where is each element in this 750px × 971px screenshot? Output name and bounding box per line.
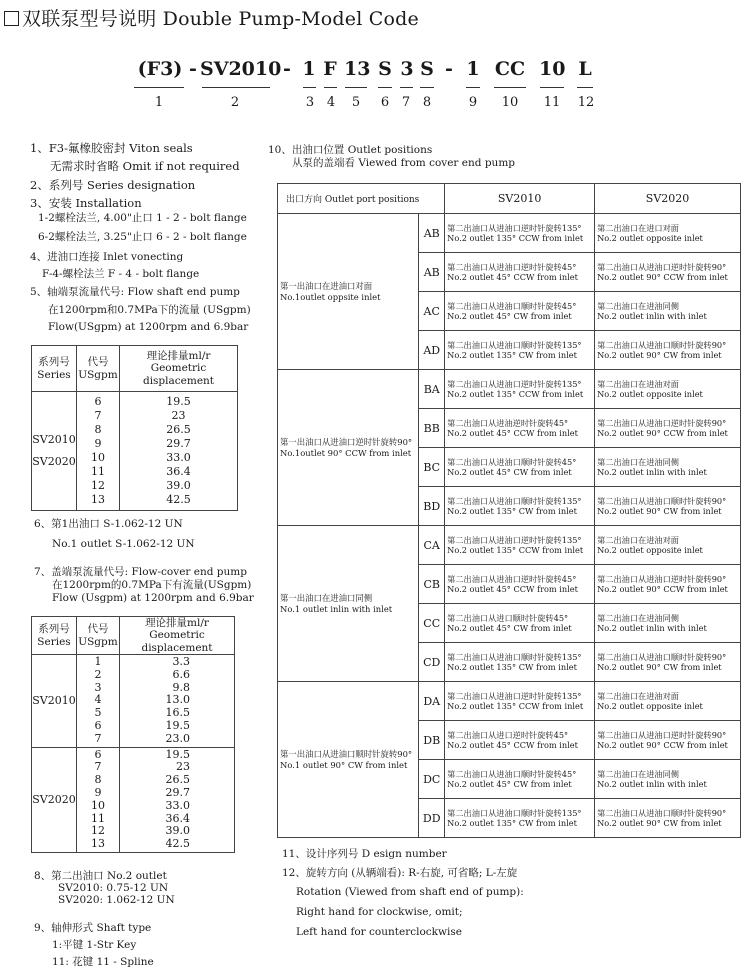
sv2010-outlet-cell: 第二出油口从进油口顺时针旋转135° No.2 outlet 135° CW from inlet [445, 487, 595, 526]
sv2010-outlet-cell: 第二出油口从进油口顺时针旋转45° No.2 outlet 45° CW from inlet [445, 760, 595, 799]
position-code: DA [419, 682, 445, 721]
item-9: 9、轴伸形式 Shaft type [34, 922, 152, 934]
position-code: AC [419, 292, 445, 331]
item-8-sv2020: SV2020: 1.062-12 UN [58, 894, 175, 906]
code-underline [303, 87, 316, 88]
flow-table-shaft-end [31, 345, 238, 511]
item-9-option-2: 11: 花键 11 - Spline [52, 956, 154, 968]
flow-table-cover-end [31, 616, 235, 853]
series-cell: SV2010 SV2020 [32, 392, 77, 511]
code-number: 6 [380, 95, 390, 110]
code-part: L [578, 58, 592, 80]
sv2020-outlet-cell: 第二出油口从进油口顺时针旋转90° No.2 outlet 90° CW from inlet [595, 331, 741, 370]
sv2020-outlet-cell: 第二出油口在进油对面 No.2 outlet opposite inlet [595, 370, 741, 409]
code-part: 13 [344, 58, 371, 80]
sv2010-outlet-cell: 第二出油口从进油口逆时针旋转135° No.2 outlet 135° CCW from inlet [445, 370, 595, 409]
sv2010-outlet-cell: 第二出油口从进油口逆时针旋转135° No.2 outlet 135° CCW from inlet [445, 526, 595, 565]
disp-cell: 3.3 6.6 9.8 13.0 16.5 19.5 23.0 [120, 655, 235, 748]
item-5-line-2: 在1200rpm和0.7MPa下的流量 (USgpm) [48, 304, 251, 316]
code-underline [540, 87, 564, 88]
sv2020-outlet-cell: 第二出油口从进油口顺时针旋转90° No.2 outlet 90° CW from inlet [595, 643, 741, 682]
code-part: (F3) [137, 58, 183, 80]
disp-cell: 19.5 23 26.5 29.7 33.0 36.4 39.0 42.5 [120, 747, 235, 852]
position-code: DD [419, 799, 445, 838]
code-part: CC [494, 58, 526, 80]
position-code: AD [419, 331, 445, 370]
code-part: SV2010 [200, 58, 282, 80]
item-8-sv2010: SV2010: 0.75-12 UN [58, 882, 169, 894]
item-3-option-2: 6-2螺栓法兰, 3.25"止口 6 - 2 - bolt flange [38, 231, 247, 243]
sv2020-outlet-cell: 第二出油口从进油口逆时针旋转90° No.2 outlet 90° CCW from inlet [595, 565, 741, 604]
item-4-option: F-4-螺栓法兰 F - 4 - bolt flange [42, 268, 200, 280]
sv2020-outlet-cell: 第二出油口在进口对面 No.2 outlet opposite inlet [595, 214, 741, 253]
sv2020-outlet-cell: 第二出油口从进油口顺时针旋转90° No.2 outlet 90° CW from inlet [595, 487, 741, 526]
code-part: 1 [302, 58, 316, 80]
code-number: 2 [230, 95, 240, 110]
col-series: 系列号 Series [32, 346, 77, 392]
header-sv2020: SV2020 [595, 184, 741, 214]
code-number: 10 [501, 95, 519, 110]
series-cell: SV2010 [32, 655, 77, 748]
position-code: DB [419, 721, 445, 760]
code-part: - [189, 58, 197, 80]
group-label: 第一出油口在进油口同侧 No.1 outlet inlin with inlet [278, 526, 419, 682]
sv2020-outlet-cell: 第二出油口在进油同侧 No.2 outlet inlin with inlet [595, 760, 741, 799]
item-2: 2、系列号 Series designation [30, 178, 196, 192]
position-code: DC [419, 760, 445, 799]
sv2010-outlet-cell: 第二出油口从进油口顺时针旋转45° No.2 outlet 45° CW from inlet [445, 448, 595, 487]
header-sv2010: SV2010 [445, 184, 595, 214]
outlet-position-table [277, 183, 741, 838]
position-code: BB [419, 409, 445, 448]
code-underline [494, 87, 526, 88]
item-8: 8、第二出油口 No.2 outlet [34, 870, 167, 882]
checkbox-square-icon [4, 11, 19, 26]
item-12-rotation: Rotation (Viewed from shaft end of pump): [296, 886, 524, 898]
sv2020-outlet-cell: 第二出油口从进油口逆时针旋转90° No.2 outlet 90° CCW from inlet [595, 721, 741, 760]
sv2010-outlet-cell: 第二出油口从进油口顺时针旋转135° No.2 outlet 135° CW from inlet [445, 331, 595, 370]
code-underline [420, 87, 434, 88]
col-disp: 理论排量ml/r Geometric displacement [120, 346, 238, 392]
sv2010-outlet-cell: 第二出油口从进口逆时针旋转45° No.2 outlet 45° CCW from inlet [445, 721, 595, 760]
col-series: 系列号 Series [32, 617, 77, 655]
sv2010-outlet-cell: 第二出油口从进油口顺时针旋转45° No.2 outlet 45° CW from inlet [445, 292, 595, 331]
code-underline [466, 87, 480, 88]
code-part: 3 [400, 58, 414, 80]
sv2010-outlet-cell: 第二出油口从进油口逆时针旋转45° No.2 outlet 45° CCW from inlet [445, 253, 595, 292]
code-part: F [323, 58, 337, 80]
item-1: 1、F3-氟橡胶密封 Viton seals [30, 141, 193, 155]
position-code: BD [419, 487, 445, 526]
item-10: 10、出油口位置 Outlet positions [268, 144, 433, 156]
sv2020-outlet-cell: 第二出油口从进油口逆时针旋转90° No.2 outlet 90° CCW from inlet [595, 409, 741, 448]
code-part: - [283, 58, 291, 80]
item-5-line-3: Flow(USgpm) at 1200rpm and 6.9bar [48, 321, 249, 333]
position-code: CB [419, 565, 445, 604]
item-7-line-2: 在1200rpm的0.7MPa下有流量(USgpm) [52, 579, 252, 591]
code-underline [378, 87, 392, 88]
item-7: 7、盖端泵流量代号: Flow-cover end pump [34, 566, 247, 578]
sv2010-outlet-cell: 第二出油口从进油逆时针旋转45° No.2 outlet 45° CCW from inlet [445, 409, 595, 448]
item-12-right-hand: Right hand for clockwise, omit; [296, 906, 463, 918]
code-cell: 1 2 3 4 5 6 7 [77, 655, 120, 748]
sv2020-outlet-cell: 第二出油口在进油同侧 No.2 outlet inlin with inlet [595, 604, 741, 643]
code-number: 11 [543, 95, 561, 110]
col-code: 代号 USgpm [77, 346, 120, 392]
item-3: 3、安装 Installation [30, 196, 142, 210]
sv2020-outlet-cell: 第二出油口在进油对面 No.2 outlet opposite inlet [595, 526, 741, 565]
code-part: - [445, 58, 453, 80]
position-code: AB [419, 253, 445, 292]
sv2020-outlet-cell: 第二出油口在进油对面 No.2 outlet opposite inlet [595, 682, 741, 721]
header-positions: 出口方向 Outlet port positions [278, 184, 445, 214]
col-code: 代号 USgpm [77, 617, 120, 655]
code-number: 3 [305, 95, 315, 110]
code-cell: 6 7 8 9 10 11 12 13 [77, 747, 120, 852]
item-6: 6、第1出油口 S-1.062-12 UN [34, 518, 183, 530]
group-label: 第一出油口从进油口顺时针旋转90° No.1 outlet 90° CW from inlet [278, 682, 419, 838]
outlet-row [278, 526, 741, 565]
code-underline [134, 87, 184, 88]
page-title: 双联泵型号说明 Double Pump-Model Code [4, 4, 419, 31]
sv2010-outlet-cell: 第二出油口从进油口顺时针旋转135° No.2 outlet 135° CW from inlet [445, 799, 595, 838]
col-disp: 理论排量ml/r Geometric displacement [120, 617, 235, 655]
item-7-line-3: Flow (Usgpm) at 1200rpm and 6.9bar [52, 592, 254, 604]
code-number: 7 [401, 95, 411, 110]
item-5: 5、轴端泵流量代号: Flow shaft end pump [30, 286, 240, 298]
sv2010-outlet-cell: 第二出油口从进油口逆时针旋转45° No.2 outlet 45° CCW from inlet [445, 565, 595, 604]
item-9-option-1: 1:平键 1-Str Key [52, 939, 137, 951]
item-10-note: 从泵的盖端看 Viewed from cover end pump [292, 157, 515, 169]
item-3-option-1: 1-2螺栓法兰, 4.00"止口 1 - 2 - bolt flange [38, 212, 247, 224]
outlet-row [278, 214, 741, 253]
code-number: 12 [577, 95, 595, 110]
position-code: CA [419, 526, 445, 565]
code-underline [577, 87, 593, 88]
code-underline [345, 87, 367, 88]
code-part: 1 [466, 58, 480, 80]
position-code: AB [419, 214, 445, 253]
sv2010-outlet-cell: 第二出油口从进油口逆时针旋转135° No.2 outlet 135° CCW from inlet [445, 682, 595, 721]
position-code: BC [419, 448, 445, 487]
sv2010-outlet-cell: 第二出油口从进油口逆时针旋转135° No.2 outlet 135° CCW from inlet [445, 214, 595, 253]
sv2020-outlet-cell: 第二出油口从进油口顺时针旋转90° No.2 outlet 90° CW from inlet [595, 799, 741, 838]
sv2020-outlet-cell: 第二出油口从进油口逆时针旋转90° No.2 outlet 90° CCW from inlet [595, 253, 741, 292]
code-number: 8 [422, 95, 432, 110]
sv2020-outlet-cell: 第二出油口在进油同侧 No.2 outlet inlin with inlet [595, 292, 741, 331]
group-label: 第一出油口在进油口对面 No.1outlet oppsite inlet [278, 214, 419, 370]
position-code: BA [419, 370, 445, 409]
item-1-note: 无需求时省略 Omit if not required [50, 159, 240, 173]
code-cell: 6 7 8 9 10 11 12 13 [77, 392, 120, 511]
code-number: 1 [154, 95, 164, 110]
sv2010-outlet-cell: 第二出油口从进口顺时针旋转45° No.2 outlet 45° CW from inlet [445, 604, 595, 643]
item-11: 11、设计序列号 D esign number [282, 848, 447, 860]
sv2020-outlet-cell: 第二出油口在进油同侧 No.2 outlet inlin with inlet [595, 448, 741, 487]
position-code: CD [419, 643, 445, 682]
code-number: 9 [468, 95, 478, 110]
item-12: 12、旋转方向 (从辆端看): R-右旋, 可省略; L-左旋 [282, 867, 518, 879]
group-label: 第一出油口从进油口逆时针旋转90° No.1outlet 90° CCW from inlet [278, 370, 419, 526]
sv2010-outlet-cell: 第二出油口从进油口顺时针旋转135° No.2 outlet 135° CW from inlet [445, 643, 595, 682]
outlet-row [278, 370, 741, 409]
disp-cell: 19.5 23 26.5 29.7 33.0 36.4 39.0 42.5 [120, 392, 238, 511]
code-underline [400, 87, 413, 88]
item-4: 4、进油口连接 Inlet vonecting [30, 251, 184, 263]
item-12-left-hand: Left hand for counterclockwise [296, 926, 462, 938]
outlet-row [278, 682, 741, 721]
code-part: S [378, 58, 392, 80]
position-code: CC [419, 604, 445, 643]
code-number: 4 [326, 95, 336, 110]
item-6-en: No.1 outlet S-1.062-12 UN [52, 538, 195, 550]
code-part: S [420, 58, 434, 80]
code-underline [324, 87, 337, 88]
series-cell: SV2020 [32, 747, 77, 852]
code-part: 10 [539, 58, 566, 80]
code-underline [202, 87, 270, 88]
code-number: 5 [351, 95, 361, 110]
